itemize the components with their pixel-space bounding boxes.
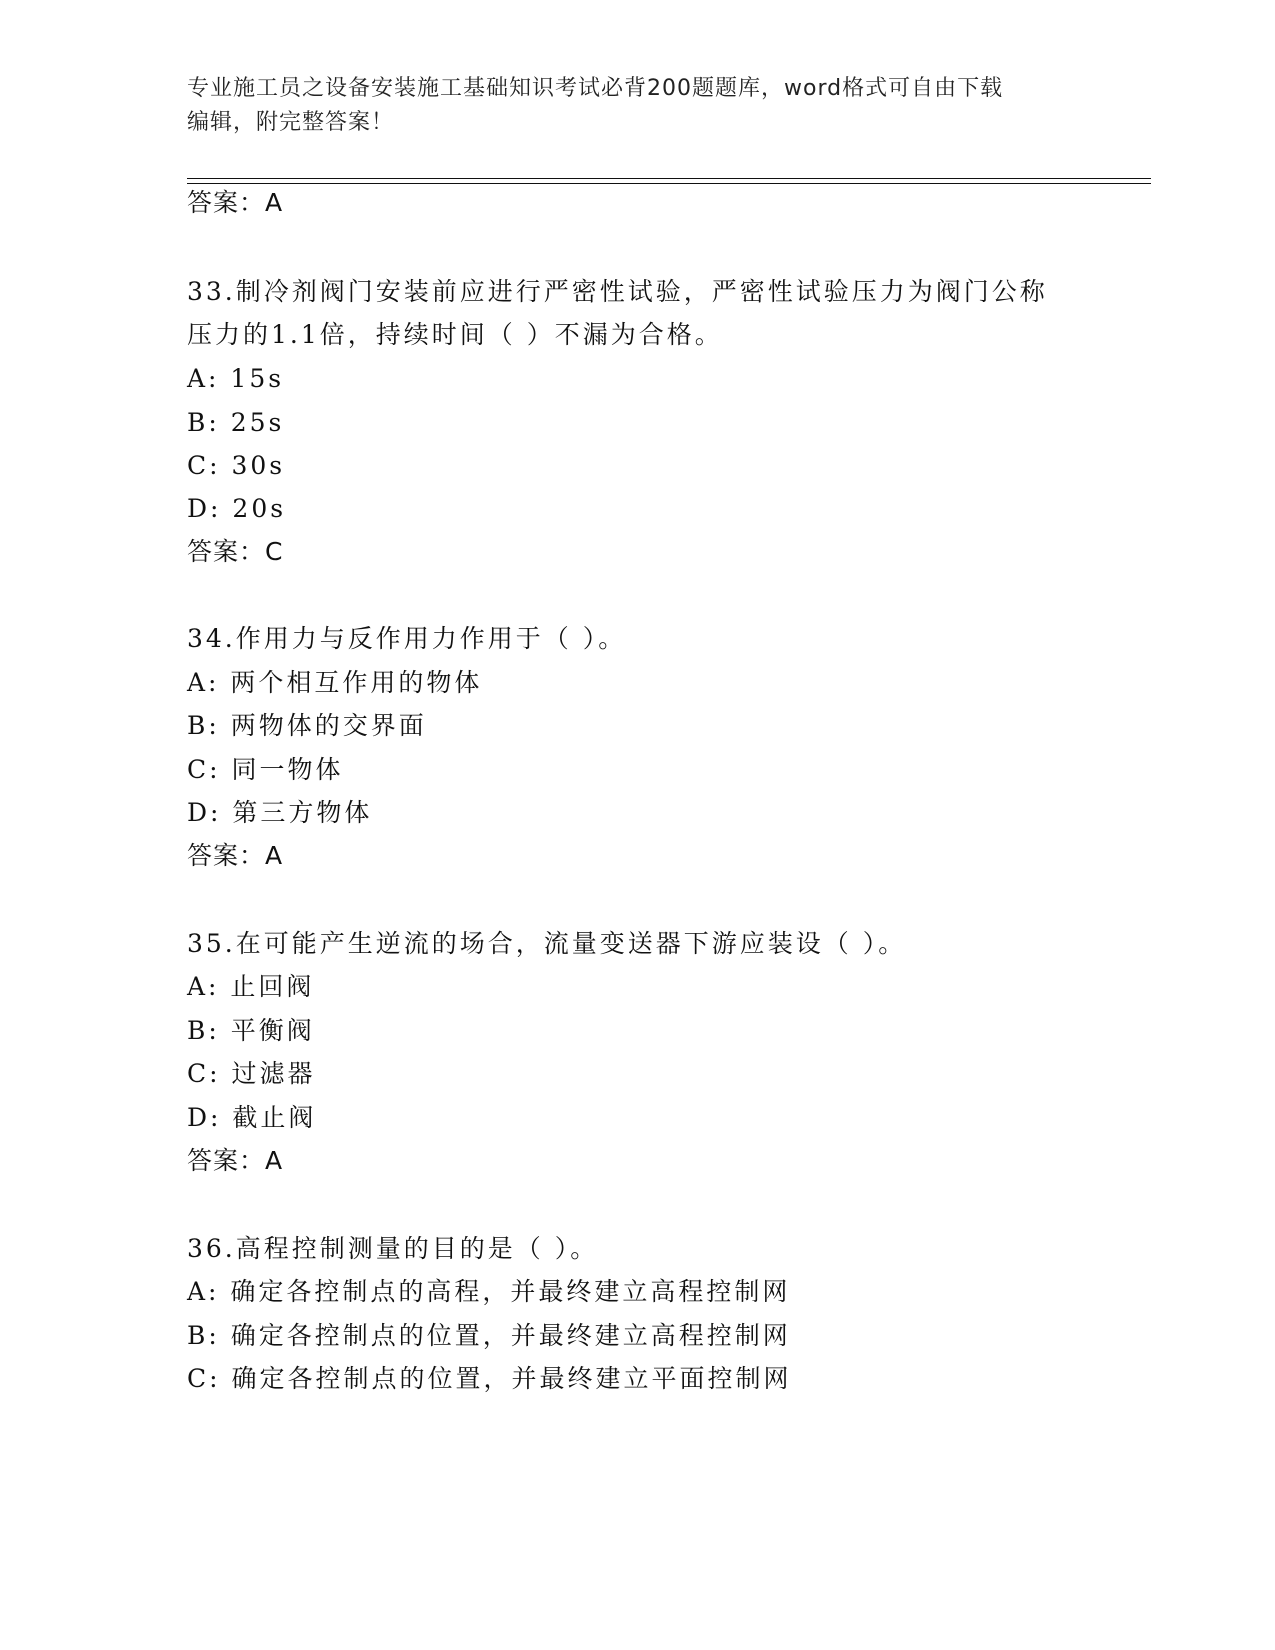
question-35-option-a: A: 止回阀: [187, 972, 315, 1001]
question-33-option-b: B: 25s: [187, 408, 285, 437]
question-34-option-b: B: 两物体的交界面: [187, 711, 427, 740]
header-divider-bottom: [187, 183, 1151, 184]
question-33-option-a: A: 15s: [187, 364, 285, 393]
previous-answer: 答案：A: [187, 188, 284, 217]
question-36-option-c: C: 确定各控制点的位置，并最终建立平面控制网: [187, 1364, 792, 1393]
question-36-option-b: B: 确定各控制点的位置，并最终建立高程控制网: [187, 1321, 791, 1350]
question-34-stem: 34.作用力与反作用力作用于（ ）。: [187, 624, 627, 653]
question-36-option-a: A: 确定各控制点的高程，并最终建立高程控制网: [187, 1277, 791, 1306]
question-33-stem-line1: 33.制冷剂阀门安装前应进行严密性试验，严密性试验压力为阀门公称: [187, 277, 1048, 306]
question-34-answer: 答案：A: [187, 841, 284, 870]
question-36-stem: 36.高程控制测量的目的是（ ）。: [187, 1234, 599, 1263]
page-header: [187, 72, 1067, 140]
question-35-option-d: D: 截止阀: [187, 1103, 317, 1132]
header-title-line2: 编辑，附完整答案！: [187, 110, 395, 135]
question-33-stem-line2: 压力的1.1倍，持续时间（ ）不漏为合格。: [187, 320, 723, 349]
question-35-stem: 35.在可能产生逆流的场合，流量变送器下游应装设（ ）。: [187, 929, 907, 958]
question-35-option-c: C: 过滤器: [187, 1059, 316, 1088]
question-34-option-c: C: 同一物体: [187, 755, 344, 784]
question-34-option-a: A: 两个相互作用的物体: [187, 668, 483, 697]
question-34-option-d: D: 第三方物体: [187, 798, 373, 827]
header-title-line1: 专业施工员之设备安装施工基础知识考试必背200题题库，word格式可自由下载: [187, 76, 1004, 101]
question-33-option-d: D: 20s: [187, 494, 287, 523]
question-33-answer: 答案：C: [187, 537, 284, 566]
question-35-option-b: B: 平衡阀: [187, 1016, 315, 1045]
question-33-option-c: C: 30s: [187, 451, 286, 480]
header-divider-top: [187, 178, 1151, 179]
question-35-answer: 答案：A: [187, 1146, 284, 1175]
